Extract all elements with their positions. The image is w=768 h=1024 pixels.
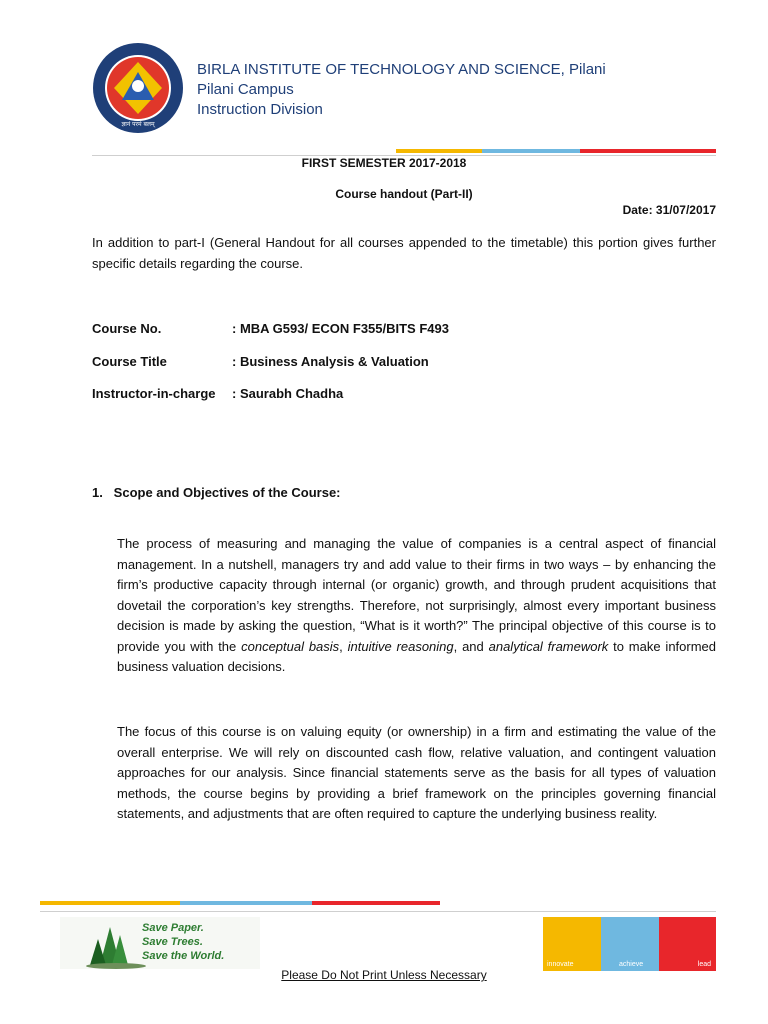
brand-innovate-block xyxy=(543,917,601,971)
svg-text:ज्ञानं परमं बलम्: ज्ञानं परमं बलम् xyxy=(121,121,155,128)
header-bar-yellow xyxy=(396,149,482,153)
course-no-label: Course No. xyxy=(92,321,162,336)
instructor-label: Instructor-in-charge xyxy=(92,386,216,401)
handout-title: Course handout (Part-II) xyxy=(335,187,473,201)
save-paper-graphic xyxy=(60,917,260,969)
division-name: Instruction Division xyxy=(197,101,323,118)
handout-date: Date: 31/07/2017 xyxy=(622,203,716,217)
course-no-value: : MBA G593/ ECON F355/BITS F493 xyxy=(232,321,449,336)
institute-heading xyxy=(197,60,606,120)
course-title-label: Course Title xyxy=(92,354,167,369)
save-paper-text: Save Paper. xyxy=(142,922,204,934)
brand-achieve-label: achieve xyxy=(619,961,644,968)
intro-paragraph: In addition to part-I (General Handout for all courses appended to the timetable) this portion gives further specific details regarding the course. xyxy=(92,235,716,271)
brand-lead-label: lead xyxy=(697,961,711,968)
section-heading: 1. Scope and Objectives of the Course: xyxy=(92,485,341,500)
header-bar-red xyxy=(580,149,716,153)
institute-name: BIRLA INSTITUTE OF TECHNOLOGY AND SCIENCE, Pilani xyxy=(197,61,606,78)
course-title-value: : Business Analysis & Valuation xyxy=(232,354,429,369)
scope-paragraph-2: The focus of this course is on valuing equity (or ownership) in a firm and estimating the value of the overall enterprise. We will rely on discounted cash flow, relative valuation, and contingent valuation approaches for our analysis. Since financial statements serve as the basis for all types of valuation methods, the course begins by providing a brief framework on the principles governing financial statements, and adjustments that are often required to capture the underlying business reality. xyxy=(117,724,716,821)
header-bar-blue xyxy=(482,149,580,153)
brand-strip xyxy=(543,917,716,971)
footer-note: Please Do Not Print Unless Necessary xyxy=(281,968,487,982)
instructor-value: : Saurabh Chadha xyxy=(232,386,344,401)
brand-lead-block xyxy=(659,917,716,971)
institute-logo xyxy=(92,42,184,134)
footer-rule xyxy=(40,911,716,912)
campus-name: Pilani Campus xyxy=(197,81,294,98)
save-trees-text: Save Trees. xyxy=(142,936,203,948)
brand-innovate-label: innovate xyxy=(547,961,574,968)
footer-bar-blue xyxy=(180,901,312,905)
footer-bar-yellow xyxy=(40,901,180,905)
scope-paragraph-1: The process of measuring and managing the value of companies is a central aspect of financial management. In a nutshell, managers try and add value to their firms in two ways – by enhancing the firm’s productive capacity through internal (or organic) growth, and through prudent acquisitions that dovetail the corporation’s key strengths. Therefore, not surprisingly, almost every important business decision is made by asking the question, “What is it worth?” The principal objective of this course is to provide you with the conceptual basis, intuitive reasoning, and analytical framework to make informed business valuation decisions. xyxy=(117,536,717,674)
footer-bar-red xyxy=(312,901,440,905)
save-world-text: Save the World. xyxy=(142,950,225,962)
brand-achieve-block xyxy=(601,917,659,971)
semester-title: FIRST SEMESTER 2017-2018 xyxy=(301,156,467,170)
